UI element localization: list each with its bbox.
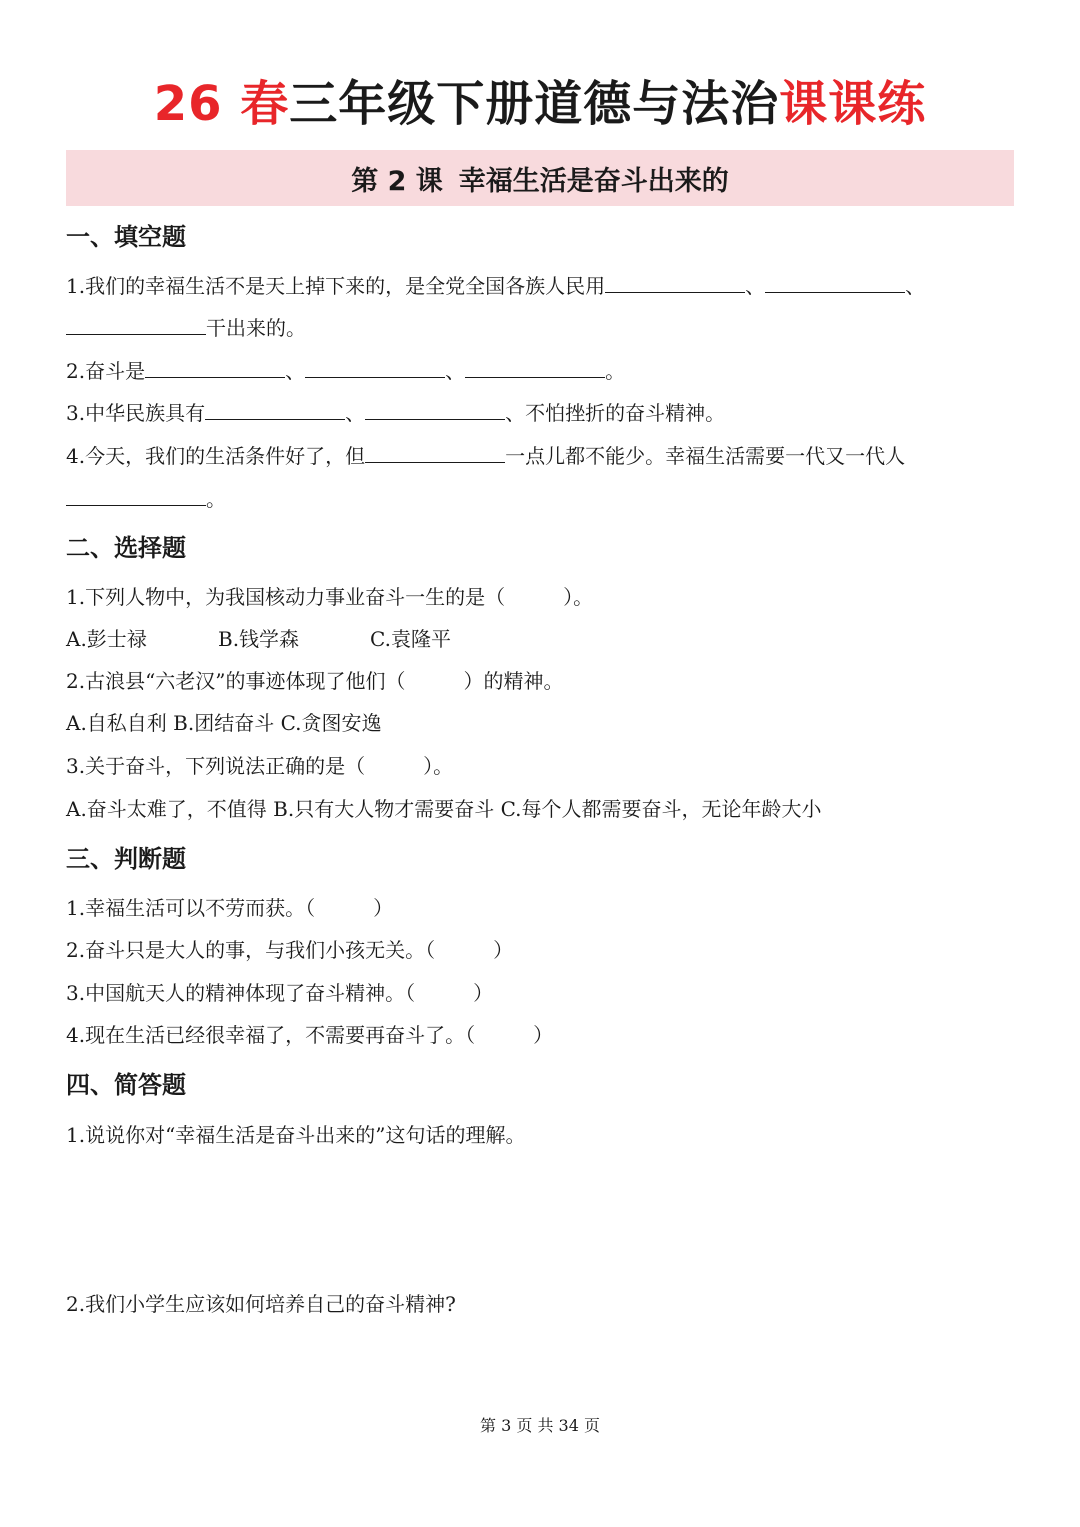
short-question-1: 1.说说你对“幸福生活是奋斗出来的”这句话的理解。 [66, 1123, 526, 1147]
title-tail: 课课练 [779, 76, 927, 132]
answer-blank[interactable] [765, 272, 905, 293]
worksheet-title [0, 72, 1080, 136]
answer-blank[interactable] [465, 357, 605, 378]
section-fill-heading: 一、填空题 [66, 223, 186, 251]
title-main: 三年级下册道德与法治 [289, 76, 780, 132]
answer-blank[interactable] [66, 314, 206, 335]
answer-blank[interactable] [605, 272, 745, 293]
choice-question-2-options: A.自私自利 B.团结奋斗 C.贪图安逸 [66, 711, 382, 735]
option-b[interactable]: B.钱学森 [218, 627, 300, 651]
choice-question-1-options [66, 624, 451, 654]
answer-blank[interactable] [145, 357, 285, 378]
judge-question-4: 4.现在生活已经很幸福了，不需要再奋斗了。（ ） [66, 1023, 554, 1047]
lesson-banner [66, 150, 1014, 206]
answer-blank[interactable] [66, 485, 206, 506]
option-a[interactable]: A.彭士禄 [66, 627, 147, 651]
choice-question-3-options: A.奋斗太难了，不值得 B.只有大人物才需要奋斗 C.每个人都需要奋斗，无论年龄大小 [66, 797, 822, 821]
section-judge-heading: 三、判断题 [66, 845, 186, 873]
answer-blank[interactable] [205, 399, 345, 420]
lesson-title: 幸福生活是奋斗出来的 [458, 165, 729, 197]
lesson-number: 第 2 课 [351, 165, 443, 197]
choice-question-3: 3.关于奋斗，下列说法正确的是（ ）。 [66, 754, 454, 778]
section-choice-heading: 二、选择题 [66, 534, 186, 562]
answer-blank[interactable] [305, 357, 445, 378]
section-short-heading: 四、简答题 [66, 1071, 186, 1099]
fill-question-3: 3.中华民族具有 、 、不怕挫折的奋斗精神。 [66, 401, 726, 425]
fill-question-1-cont: 干出来的。 [66, 313, 306, 343]
fill-question-2: 2.奋斗是 、 、 。 [66, 359, 626, 383]
judge-question-2: 2.奋斗只是大人的事，与我们小孩无关。（ ） [66, 938, 514, 962]
option-c[interactable]: C.袁隆平 [370, 627, 451, 651]
fill-question-4-cont: 。 [66, 484, 226, 514]
judge-question-3: 3.中国航天人的精神体现了奋斗精神。（ ） [66, 981, 494, 1005]
short-question-2: 2.我们小学生应该如何培养自己的奋斗精神? [66, 1292, 456, 1316]
answer-blank[interactable] [365, 442, 505, 463]
title-year: 26 春 [153, 76, 290, 132]
fill-question-4: 4.今天，我们的生活条件好了，但 一点儿都不能少。幸福生活需要一代又一代人 [66, 444, 906, 468]
answer-blank[interactable] [365, 399, 505, 420]
choice-question-1: 1.下列人物中，为我国核动力事业奋斗一生的是（ ）。 [66, 585, 594, 609]
choice-question-2: 2.古浪县“六老汉”的事迹体现了他们（ ）的精神。 [66, 669, 564, 693]
judge-question-1: 1.幸福生活可以不劳而获。（ ） [66, 896, 394, 920]
fill-question-1: 1.我们的幸福生活不是天上掉下来的，是全党全国各族人民用 、 、 [66, 274, 926, 298]
page-number: 第 3 页 共 34 页 [480, 1416, 600, 1435]
